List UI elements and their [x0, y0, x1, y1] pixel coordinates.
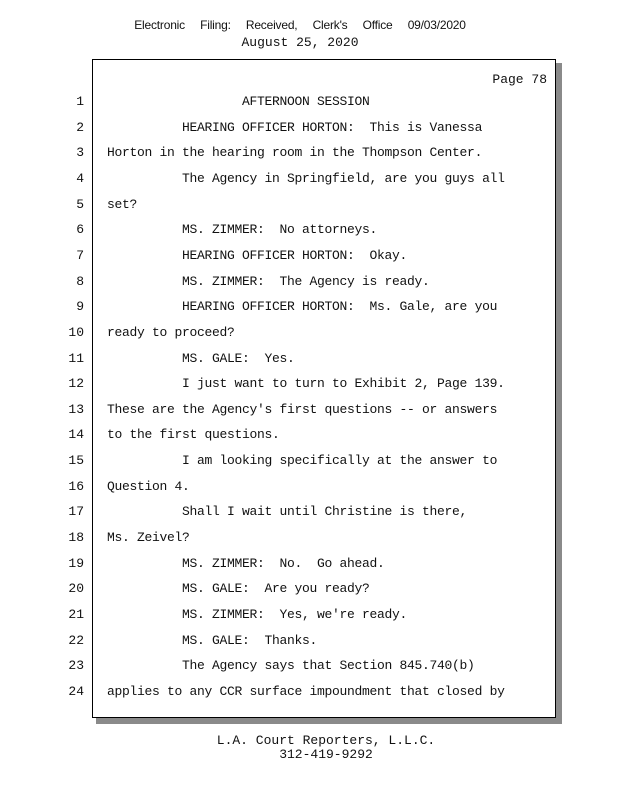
line-number: 12 — [68, 376, 84, 392]
line-text: The Agency says that Section 845.740(b) — [107, 658, 475, 674]
line-number: 2 — [76, 119, 84, 135]
line-number: 9 — [76, 299, 84, 315]
transcript-line — [0, 94, 618, 114]
line-number: 13 — [68, 401, 84, 417]
line-text: Shall I wait until Christine is there, — [107, 504, 468, 520]
transcript-line — [0, 658, 618, 678]
line-number: 5 — [76, 196, 84, 212]
filing-stamp-date: 09/03/2020 — [407, 18, 466, 32]
line-text: set? — [107, 196, 138, 212]
transcript-line — [0, 607, 618, 627]
transcript-line — [0, 197, 618, 217]
transcript-line — [0, 479, 618, 499]
line-text: HEARING OFFICER HORTON: Ms. Gale, are you — [107, 299, 498, 315]
line-text: These are the Agency's first questions -- or answers — [107, 401, 498, 417]
transcript-line — [0, 171, 618, 191]
transcript-line — [0, 274, 618, 294]
line-number: 10 — [68, 324, 84, 340]
transcript-line — [0, 145, 618, 165]
line-text: I am looking specifically at the answer to — [107, 453, 498, 469]
line-text: The Agency in Springfield, are you guys all — [107, 170, 505, 186]
line-number: 1 — [76, 94, 84, 109]
transcript-line — [0, 427, 618, 447]
line-text: Ms. Zeivel? — [107, 530, 190, 546]
transcript-line — [0, 581, 618, 601]
transcript-line — [0, 120, 618, 140]
line-number: 7 — [76, 247, 84, 263]
transcript-line — [0, 633, 618, 653]
line-number: 24 — [68, 683, 84, 699]
page-number: Page 78 — [492, 72, 547, 87]
line-text: Question 4. — [107, 478, 190, 494]
filing-stamp-word: Clerk's — [312, 18, 348, 32]
line-number: 8 — [76, 273, 84, 289]
transcript-line — [0, 556, 618, 576]
filing-stamp-word: Electronic — [134, 18, 185, 32]
line-number: 20 — [68, 581, 84, 597]
line-text: MS. ZIMMER: No attorneys. — [107, 222, 378, 238]
line-text: I just want to turn to Exhibit 2, Page 139. — [107, 376, 505, 392]
transcript-line — [0, 453, 618, 473]
transcript-line — [0, 299, 618, 319]
line-number: 4 — [76, 170, 84, 186]
filing-stamp — [0, 18, 600, 32]
filing-stamp-word: Filing: — [200, 18, 231, 32]
line-text: MS. ZIMMER: No. Go ahead. — [107, 555, 385, 571]
line-text: MS. ZIMMER: The Agency is ready. — [107, 273, 430, 289]
line-number: 16 — [68, 478, 84, 494]
line-number: 19 — [68, 555, 84, 571]
line-text: Horton in the hearing room in the Thompson Center. — [107, 145, 483, 161]
line-text: to the first questions. — [107, 427, 280, 443]
line-text: MS. GALE: Are you ready? — [107, 581, 370, 597]
filing-stamp-word: Office — [362, 18, 393, 32]
transcript-date: August 25, 2020 — [241, 35, 359, 50]
transcript-line — [0, 325, 618, 345]
line-text: HEARING OFFICER HORTON: Okay. — [107, 247, 408, 263]
line-number: 14 — [68, 427, 84, 443]
line-number: 17 — [68, 504, 84, 520]
line-text: MS. ZIMMER: Yes, we're ready. — [107, 607, 408, 622]
line-number: 3 — [76, 145, 84, 161]
reporter-phone: 312-419-9292 — [279, 747, 373, 762]
line-text: MS. GALE: Thanks. — [107, 632, 318, 648]
transcript-line — [0, 222, 618, 242]
line-number: 15 — [68, 453, 84, 469]
filing-stamp-word: Received, — [245, 18, 298, 32]
line-number: 22 — [68, 632, 84, 648]
line-text: MS. GALE: Yes. — [107, 350, 295, 366]
line-number: 6 — [76, 222, 84, 238]
transcript-line — [0, 504, 618, 524]
transcript-line — [0, 376, 618, 396]
transcript-line — [0, 530, 618, 550]
transcript-line — [0, 402, 618, 422]
line-number: 11 — [68, 350, 84, 366]
transcript-line — [0, 351, 618, 371]
line-text: ready to proceed? — [107, 324, 235, 340]
transcript-line — [0, 248, 618, 268]
line-number: 21 — [68, 607, 84, 622]
line-number: 18 — [68, 530, 84, 546]
line-text: AFTERNOON SESSION — [107, 94, 370, 109]
line-text: HEARING OFFICER HORTON: This is Vanessa — [107, 119, 483, 135]
line-text: applies to any CCR surface impoundment that closed by — [107, 683, 505, 699]
reporter-company: L.A. Court Reporters, L.L.C. — [216, 733, 436, 748]
transcript-line — [0, 684, 618, 704]
line-number: 23 — [68, 658, 84, 674]
